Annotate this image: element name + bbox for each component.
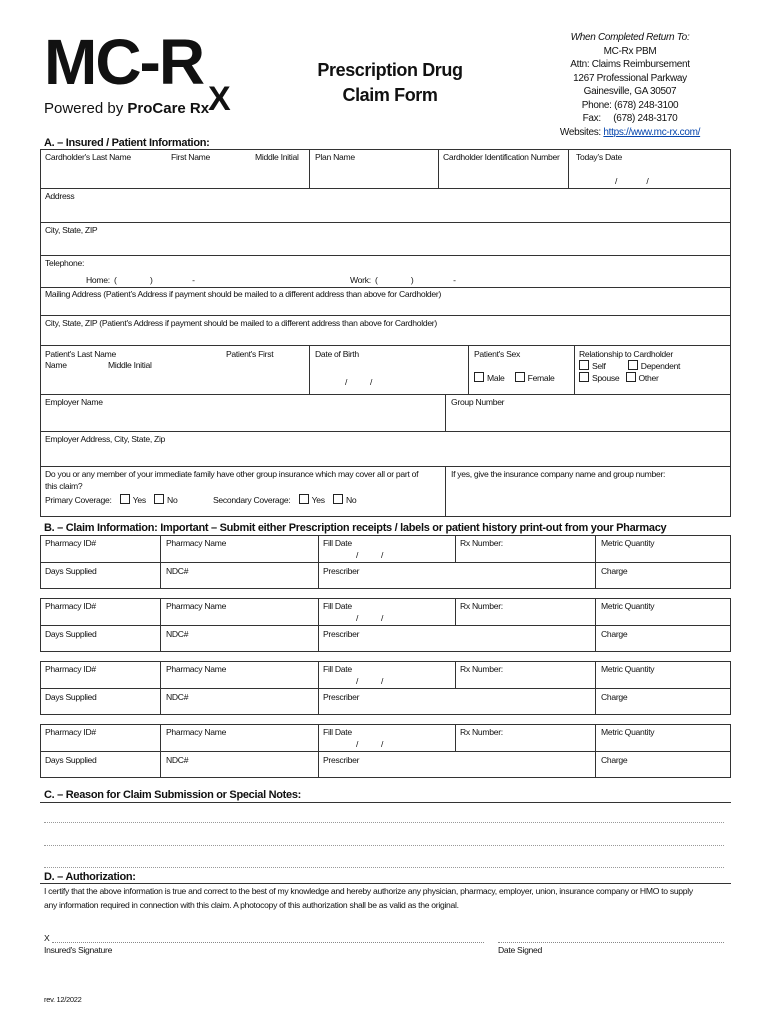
- first-name-label: First Name: [171, 152, 211, 162]
- tagline-brand: ProCare Rx: [127, 100, 210, 117]
- divider: [40, 466, 731, 467]
- mailing-city-label: City, State, ZIP (Patient's Address if payment should be mailed to a different address than above for Cardholder): [45, 318, 437, 328]
- self-label: Self: [592, 361, 606, 371]
- divider: [318, 625, 319, 652]
- divider: [318, 724, 319, 751]
- notes-line-3[interactable]: [44, 867, 724, 868]
- patient-mi-label: Middle Initial: [108, 360, 152, 370]
- secondary-yes-checkbox[interactable]: [299, 494, 309, 504]
- divider: [318, 661, 319, 688]
- section-c-heading: C. – Reason for Claim Submission or Special Notes:: [44, 789, 302, 801]
- dob-slashes: / /: [345, 377, 373, 387]
- relationship-label: Relationship to Cardholder: [579, 349, 673, 359]
- return-phone: Phone: (678) 248-3100: [581, 99, 679, 111]
- rx-number-label: Rx Number:: [460, 538, 503, 548]
- form-title-line2: Claim Form: [342, 85, 438, 105]
- divider: [468, 345, 469, 394]
- divider: [455, 598, 456, 625]
- sex-options: [474, 372, 554, 383]
- ndc-label: NDC#: [166, 566, 189, 576]
- form-title-line1: Prescription Drug: [317, 60, 463, 80]
- primary-yes-checkbox[interactable]: [120, 494, 130, 504]
- divider: [40, 751, 731, 752]
- patient-sex-label: Patient's Sex: [474, 349, 520, 359]
- primary-coverage-row: [45, 494, 177, 505]
- divider: [40, 255, 731, 256]
- pharmacy-id-label: Pharmacy ID#: [45, 538, 96, 548]
- prescriber-label: Prescriber: [323, 629, 360, 639]
- divider: [438, 149, 439, 188]
- secondary-no-label: No: [345, 495, 357, 505]
- relationship-row2: [579, 372, 659, 383]
- other-insurance-question-cont: this claim?: [45, 481, 83, 491]
- divider: [160, 535, 161, 562]
- logo-rx-subscript: X: [208, 80, 231, 118]
- logo-wordmark: MC-R: [44, 26, 204, 98]
- fill-date-slashes: / /: [356, 676, 384, 686]
- other-label: Other: [638, 373, 659, 383]
- ndc-label: NDC#: [166, 755, 189, 765]
- revision-label: rev. 12/2022: [44, 995, 82, 1004]
- form-title: [300, 58, 480, 108]
- todays-date-slashes: / /: [615, 176, 649, 186]
- section-a-heading: A. – Insured / Patient Information:: [44, 137, 210, 149]
- charge-label: Charge: [601, 755, 628, 765]
- fill-date-label: Fill Date: [323, 664, 352, 674]
- cardholder-id-label: Cardholder Identification Number: [443, 152, 560, 162]
- section-d-heading: D. – Authorization:: [44, 871, 136, 883]
- primary-no-checkbox[interactable]: [154, 494, 164, 504]
- pharmacy-id-label: Pharmacy ID#: [45, 727, 96, 737]
- prescriber-label: Prescriber: [323, 692, 360, 702]
- divider: [455, 661, 456, 688]
- plan-name-label: Plan Name: [315, 152, 355, 162]
- insured-signature-label: Insured's Signature: [44, 945, 113, 955]
- relationship-row1: [579, 360, 680, 371]
- metric-quantity-label: Metric Quantity: [601, 727, 655, 737]
- days-supplied-label: Days Supplied: [45, 566, 97, 576]
- primary-no-label: No: [167, 495, 178, 505]
- return-to-label: When Completed Return To:: [570, 32, 690, 43]
- divider: [40, 222, 731, 223]
- female-label: Female: [527, 373, 555, 383]
- male-label: Male: [487, 373, 505, 383]
- fill-date-label: Fill Date: [323, 601, 352, 611]
- city-state-zip-label: City, State, ZIP: [45, 225, 98, 235]
- divider: [568, 149, 569, 188]
- employer-name-label: Employer Name: [45, 397, 103, 407]
- dependent-checkbox[interactable]: [628, 360, 638, 370]
- divider: [160, 688, 161, 715]
- pharmacy-name-label: Pharmacy Name: [166, 538, 227, 548]
- fill-date-slashes: / /: [356, 739, 384, 749]
- pharmacy-name-label: Pharmacy Name: [166, 727, 227, 737]
- divider: [40, 287, 731, 288]
- address-label: Address: [45, 191, 75, 201]
- divider: [595, 598, 596, 625]
- return-company: MC-Rx PBM: [603, 45, 657, 57]
- divider: [160, 598, 161, 625]
- spouse-label: Spouse: [592, 373, 620, 383]
- notes-line-1[interactable]: [44, 822, 724, 823]
- if-yes-label: If yes, give the insurance company name and group number:: [451, 469, 666, 479]
- days-supplied-label: Days Supplied: [45, 755, 97, 765]
- divider: [595, 661, 596, 688]
- divider: [318, 688, 319, 715]
- secondary-coverage-label: Secondary Coverage:: [213, 495, 291, 505]
- divider: [40, 625, 731, 626]
- divider: [40, 394, 731, 395]
- secondary-yes-label: Yes: [311, 495, 325, 505]
- metric-quantity-label: Metric Quantity: [601, 538, 655, 548]
- divider: [455, 724, 456, 751]
- divider: [574, 345, 575, 394]
- home-phone-field[interactable]: Home: ( ) -: [86, 275, 195, 285]
- charge-label: Charge: [601, 692, 628, 702]
- divider: [309, 345, 310, 394]
- female-checkbox[interactable]: [515, 372, 525, 382]
- primary-coverage-label: Primary Coverage:: [45, 495, 112, 505]
- self-checkbox[interactable]: [579, 360, 589, 370]
- days-supplied-label: Days Supplied: [45, 629, 97, 639]
- authorization-line2: any information required in connection with this claim. A photocopy of this authorization shall be as valid as the original.: [44, 900, 459, 910]
- divider: [318, 751, 319, 778]
- metric-quantity-label: Metric Quantity: [601, 664, 655, 674]
- return-city: Gainesville, GA 30507: [583, 86, 677, 97]
- return-street: 1267 Professional Parkway: [573, 72, 687, 84]
- patient-name-label: Name: [45, 360, 67, 370]
- date-signed-label: Date Signed: [498, 945, 542, 955]
- mailing-address-label: Mailing Address (Patient’s Address if payment should be mailed to a different address than above for Cardholder): [45, 289, 442, 299]
- secondary-coverage-row: [213, 494, 356, 505]
- authorization-line1: I certify that the above information is true and correct to the best of my knowledge and hereby authorize any physician, pharmacy, employer, union, insurance company or HMO to supply: [44, 886, 693, 896]
- divider: [40, 345, 731, 346]
- ndc-label: NDC#: [166, 629, 189, 639]
- divider: [40, 315, 731, 316]
- telephone-label: Telephone:: [45, 258, 85, 268]
- divider: [40, 188, 731, 189]
- divider: [318, 562, 319, 589]
- logo-tagline: [44, 101, 209, 116]
- divider: [160, 625, 161, 652]
- divider: [595, 751, 596, 778]
- divider: [595, 562, 596, 589]
- patient-last-name-label: Patient's Last Name: [45, 349, 116, 359]
- rx-number-label: Rx Number:: [460, 727, 503, 737]
- fill-date-label: Fill Date: [323, 538, 352, 548]
- fill-date-slashes: / /: [356, 550, 384, 560]
- days-supplied-label: Days Supplied: [45, 692, 97, 702]
- divider: [40, 688, 731, 689]
- divider: [445, 394, 446, 431]
- website-link[interactable]: https://www.mc-rx.com/: [603, 126, 701, 138]
- signature-line[interactable]: [52, 942, 484, 943]
- prescriber-label: Prescriber: [323, 566, 360, 576]
- divider: [318, 598, 319, 625]
- dependent-label: Dependent: [640, 361, 681, 371]
- patient-first-label: Patient's First: [226, 349, 274, 359]
- todays-date-label: Today’s Date: [576, 152, 622, 162]
- pharmacy-name-label: Pharmacy Name: [166, 664, 227, 674]
- fill-date-label: Fill Date: [323, 727, 352, 737]
- authorization-text: [44, 884, 734, 912]
- divider: [595, 535, 596, 562]
- divider: [318, 535, 319, 562]
- section-a-border: [40, 149, 731, 517]
- dob-label: Date of Birth: [315, 349, 359, 359]
- male-checkbox[interactable]: [474, 372, 484, 382]
- metric-quantity-label: Metric Quantity: [601, 601, 655, 611]
- return-address: [540, 31, 720, 139]
- section-b-heading: B. – Claim Information: Important – Submit either Prescription receipts / labels or patient history print-out from your Pharmacy: [44, 522, 667, 534]
- divider: [160, 724, 161, 751]
- divider: [40, 431, 731, 432]
- divider: [160, 562, 161, 589]
- date-signed-line[interactable]: [498, 942, 724, 943]
- return-websites: [540, 126, 720, 140]
- notes-line-2[interactable]: [44, 845, 724, 846]
- tagline-prefix: Powered by: [44, 100, 128, 117]
- return-attn: Attn: Claims Reimbursement: [570, 59, 690, 70]
- divider: [160, 661, 161, 688]
- pharmacy-id-label: Pharmacy ID#: [45, 601, 96, 611]
- divider: [40, 562, 731, 563]
- other-checkbox[interactable]: [626, 372, 636, 382]
- divider: [595, 688, 596, 715]
- divider: [595, 625, 596, 652]
- websites-label: Websites:: [559, 126, 604, 138]
- rx-number-label: Rx Number:: [460, 601, 503, 611]
- spouse-checkbox[interactable]: [579, 372, 589, 382]
- employer-address-label: Employer Address, City, State, Zip: [45, 434, 166, 444]
- section-c-rule: [40, 802, 731, 803]
- prescriber-label: Prescriber: [323, 755, 360, 765]
- signature-x-mark: X: [44, 933, 50, 943]
- divider: [309, 149, 310, 188]
- other-insurance-question: Do you or any member of your immediate family have other group insurance which may cover all or part of: [45, 469, 419, 479]
- ndc-label: NDC#: [166, 692, 189, 702]
- pharmacy-id-label: Pharmacy ID#: [45, 664, 96, 674]
- work-phone-field[interactable]: Work: ( ) -: [350, 275, 456, 285]
- rx-number-label: Rx Number:: [460, 664, 503, 674]
- divider: [160, 751, 161, 778]
- cardholder-last-name-label: Cardholder's Last Name: [45, 152, 131, 162]
- return-fax: Fax: (678) 248-3170: [582, 113, 678, 124]
- charge-label: Charge: [601, 629, 628, 639]
- charge-label: Charge: [601, 566, 628, 576]
- divider: [595, 724, 596, 751]
- primary-yes-label: Yes: [132, 495, 146, 505]
- divider: [455, 535, 456, 562]
- pharmacy-name-label: Pharmacy Name: [166, 601, 227, 611]
- divider: [445, 466, 446, 517]
- fill-date-slashes: / /: [356, 613, 384, 623]
- group-number-label: Group Number: [451, 397, 505, 407]
- secondary-no-checkbox[interactable]: [333, 494, 343, 504]
- middle-initial-label: Middle Initial: [255, 152, 299, 162]
